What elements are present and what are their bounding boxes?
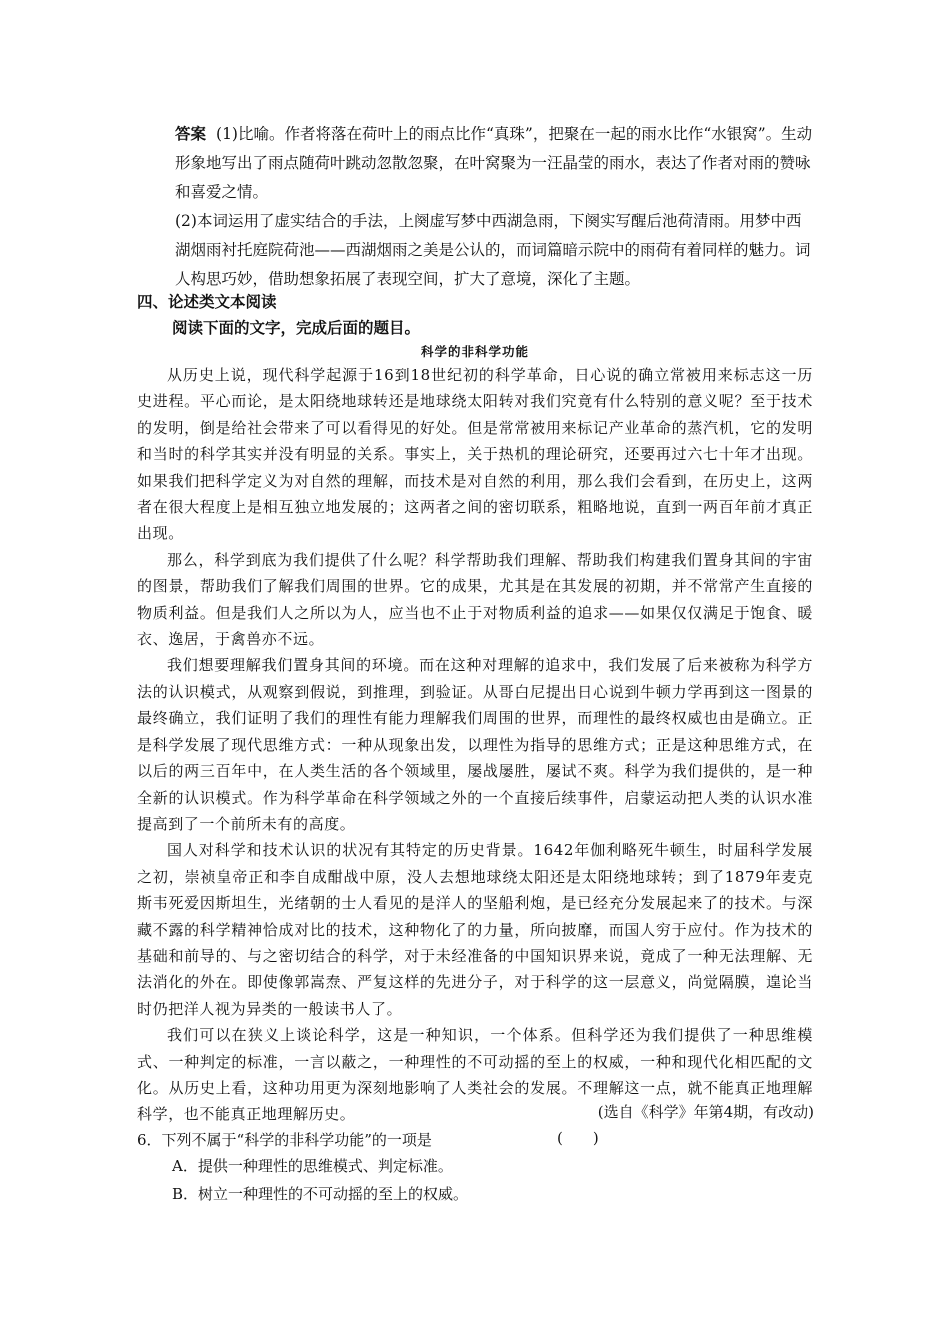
- answer-parentheses: ( ): [557, 1129, 599, 1147]
- answer-text-1: (1)比喻。作者将落在荷叶上的雨点比作“真珠”，把聚在一起的雨水比作“水银窝”。生动形象地写出了雨点随荷叶跳动忽散忽聚，在叶窝聚为一汪晶莹的雨水，表达了作者对雨的赞咏和喜爱之情。: [175, 125, 813, 201]
- article-paragraph: 从历史上说，现代科学起源于16到18世纪初的科学革命，日心说的确立常被用来标志这一历史进程。平心而论，是太阳绕地球转还是地球绕太阳转对我们究竟有什么特别的意义呢？至于技术的发明，倒是给社会带来了可以看得见的好处。但是常常被用来标记产业革命的蒸汽机，它的发明和当时的科学其实并没有明显的关系。事实上，关于热机的理论研究，还要再过六七十年才出现。如果我们把科学定义为对自然的理解，而技术是对自然的利用，那么我们会看到，在历史上，这两者在很大程度上是相互独立地发展的；这两者之间的密切联系，粗略地说，直到一两百年前才真正出现。: [137, 366, 813, 543]
- answer-label: 答案: [175, 125, 207, 143]
- article-body: [137, 362, 813, 1128]
- option-b: B．树立一种理性的不可动摇的至上的权威。: [172, 1185, 469, 1203]
- article-paragraph: 国人对科学和技术认识的状况有其特定的历史背景。1642年伽利略死牛顿生，时届科学发展之初，崇祯皇帝正和李自成酣战中原，没人去想地球绕太阳还是太阳绕地球转；到了1879年麦克斯韦死爱因斯坦生，光绪朝的士人看见的是洋人的坚船利炮，是已经充分发展起来了的技术。与深藏不露的科学精神恰成对比的技术，这种物化了的力量，所向披靡，而国人穷于应付。作为技术的基础和前导的、与之密切结合的科学，对于未经准备的中国知识界来说，竟成了一种无法理解、无法消化的外在。即使像郭嵩焘、严复这样的先进分子，对于科学的这一层意义，尚觉隔膜，遑论当时仍把洋人视为异类的一般读书人了。: [137, 841, 813, 1018]
- article-paragraph: 那么，科学到底为我们提供了什么呢？科学帮助我们理解、帮助我们构建我们置身其间的宇宙的图景，帮助我们了解我们周围的世界。它的成果，尤其是在其发展的初期，并不常常产生直接的物质利益。但是我们人之所以为人，应当也不止于对物质利益的追求——如果仅仅满足于饱食、暖衣、逸居，于禽兽亦不远。: [137, 550, 813, 649]
- article-paragraph: 我们想要理解我们置身其间的环境。而在这种对理解的追求中，我们发展了后来被称为科学方法的认识模式，从观察到假说，到推理，到验证。从哥白尼提出日心说到牛顿力学再到这一图景的最终确立，我们证明了我们的理性有能力理解我们周围的世界，而理性的最终权威也由是确立。正是科学发展了现代思维方式：一种从现象出发，以理性为指导的思维方式；正是这种思维方式，在以后的两三百年中，在人类生活的各个领域里，屡战屡胜，屡试不爽。科学为我们提供的，是一种全新的认识模式。作为科学革命在科学领域之外的一个直接后续事件，启蒙运动把人类的认识水准提高到了一个前所未有的高度。: [137, 656, 813, 833]
- article-title: 科学的非科学功能: [420, 344, 529, 359]
- article-source: (选自《科学》年第4期，有改动): [597, 1103, 814, 1121]
- reading-instruction: 阅读下面的文字，完成后面的题目。: [172, 319, 421, 337]
- option-a: A．提供一种理性的思维模式、判定标准。: [172, 1157, 453, 1175]
- answer-paragraph-2: (2)本词运用了虚实结合的手法，上阕虚写梦中西湖急雨，下阕实写醒后池荷清雨。用梦中西湖烟雨衬托庭院荷池——西湖烟雨之美是公认的，而词篇暗示院中的雨荷有着同样的魅力。词人构思巧妙，借助想象拓展了表现空间，扩大了意境，深化了主题。: [175, 212, 811, 288]
- answer-paragraph-1: [175, 120, 815, 207]
- section-heading: 四、论述类文本阅读: [137, 293, 277, 311]
- article-paragraph: 我们可以在狭义上谈论科学，这是一种知识，一个体系。但科学还为我们提供了一种思维模式、一种判定的标准，一言以蔽之，一种理性的不可动摇的至上的权威，一种和现代化相匹配的文化。从历史上看，这种功用更为深刻地影响了人类社会的发展。不理解这一点，就不能真正地理解科学，也不能真正地理解历史。: [137, 1026, 813, 1124]
- question-stem: 6．下列不属于“科学的非科学功能”的一项是: [137, 1131, 432, 1149]
